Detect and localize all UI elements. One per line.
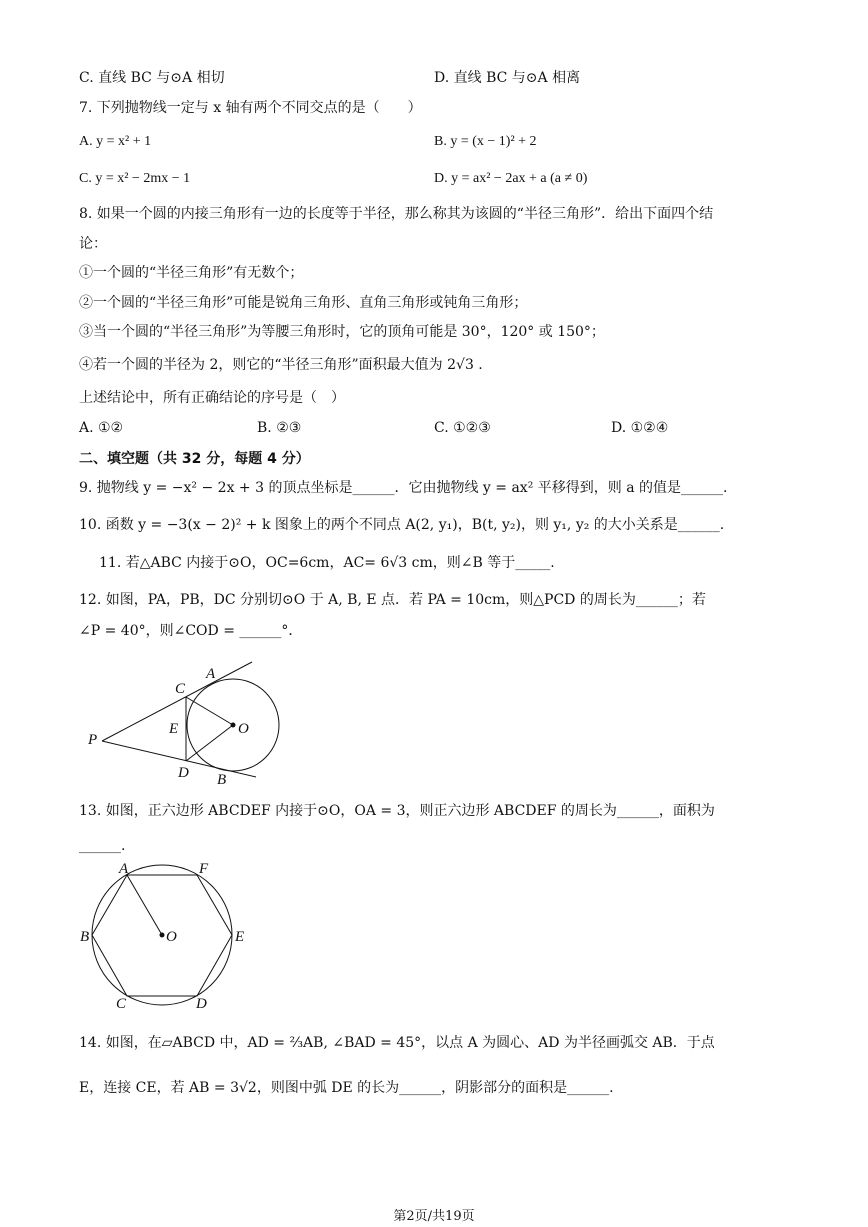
q8-option-b: B. ②③ [257,420,302,436]
q12-segment-oc [186,697,233,725]
q10-text: 10. 函数 y = −3(x − 2)² + k 图象上的两个不同点 A(2, y₁)，B(t, y₂)，则 y₁, y₂ 的大小关系是______. [79,517,725,533]
q8-option-a: A. ①② [79,420,124,436]
q12-label-p: P [88,732,98,748]
q13-label-o: O [166,929,177,945]
q13-label-c: C [116,996,127,1012]
q12-label-e: E [169,721,179,737]
q13-label-b: B [80,929,90,945]
q7-stem: 7. 下列抛物线一定与 x 轴有两个不同交点的是（ ） [79,100,422,116]
section-heading-fill-in: 二、填空题（共 32 分，每题 4 分） [79,451,310,467]
q13-label-f: F [199,861,209,877]
q12-label-c: C [175,681,186,697]
q12-label-b: B [217,772,227,788]
q9-text: 9. 抛物线 y = −x² − 2x + 3 的顶点坐标是______．它由抛物线 y = ax² 平移得到，则 a 的值是______. [79,480,728,496]
q12-label-d: D [178,765,189,781]
q13-line1: 13. 如图，正六边形 ABCDEF 内接于⊙O，OA = 3，则正六边形 ABCDEF 的周长为______，面积为 [79,803,715,819]
q6-option-d: D. 直线 BC 与⊙A 相离 [434,70,581,86]
q12-segment-od [186,725,233,761]
q8-option-c: C. ①②③ [434,420,491,436]
q13-label-a: A [119,861,129,877]
q12-line1: 12. 如图，PA，PB，DC 分别切⊙O 于 A, B, E 点．若 PA = 10cm，则△PCD 的周长为______；若 [79,592,706,608]
q13-center-dot [160,933,165,938]
page-number-footer: 第2页/共19页 [393,1209,475,1224]
q8-statement-4: ④若一个圆的半径为 2，则它的“半径三角形”面积最大值为 2√3 . [79,357,483,373]
q8-statement-2: ②一个圆的“半径三角形”可能是锐角三角形、直角三角形或钝角三角形； [79,295,528,311]
q8-question: 上述结论中，所有正确结论的序号是（ ） [79,390,345,406]
q13-label-d: D [196,996,207,1012]
q12-label-o: O [238,721,249,737]
q8-option-d: D. ①②④ [611,420,669,436]
q12-center-dot [231,723,236,728]
q14-line1: 14. 如图，在▱ABCD 中，AD = ⅔AB, ∠BAD = 45°，以点 A 为圆心、AD 为半径画弧交 AB．于点 [79,1035,715,1051]
q8-statement-1: ①一个圆的“半径三角形”有无数个； [79,265,304,281]
q6-option-c: C. 直线 BC 与⊙A 相切 [79,70,225,86]
q8-stem-line1: 8. 如果一个圆的内接三角形有一边的长度等于半径，那么称其为该圆的“半径三角形”．给出下面四个结 [79,206,714,222]
q7-option-c: C. y = x² − 2mx − 1 [79,171,191,186]
q13-line2: ______. [79,838,126,854]
q12-label-a: A [206,666,216,682]
q11-text: 11. 若△ABC 内接于⊙O，OC=6cm，AC= 6√3 cm，则∠B 等于_____. [99,555,555,571]
q8-stem-line2: 论： [79,236,107,252]
q7-option-a: A. y = x² + 1 [79,134,152,149]
q13-label-e: E [235,929,245,945]
q14-line2: E，连接 CE，若 AB = 3√2，则图中弧 DE 的长为______，阴影部分的面积是______. [79,1080,614,1096]
q13-segment-oa [127,875,162,935]
q12-line2: ∠P = 40°，则∠COD = ______°． [79,623,303,639]
q13-figure [76,860,252,1012]
q7-option-b: B. y = (x − 1)² + 2 [434,134,537,149]
q8-statement-3: ③当一个圆的“半径三角形”为等腰三角形时，它的顶角可能是 30°，120° 或 150°； [79,324,605,340]
q7-option-d: D. y = ax² − 2ax + a (a ≠ 0) [434,171,588,186]
q12-figure [80,655,280,795]
